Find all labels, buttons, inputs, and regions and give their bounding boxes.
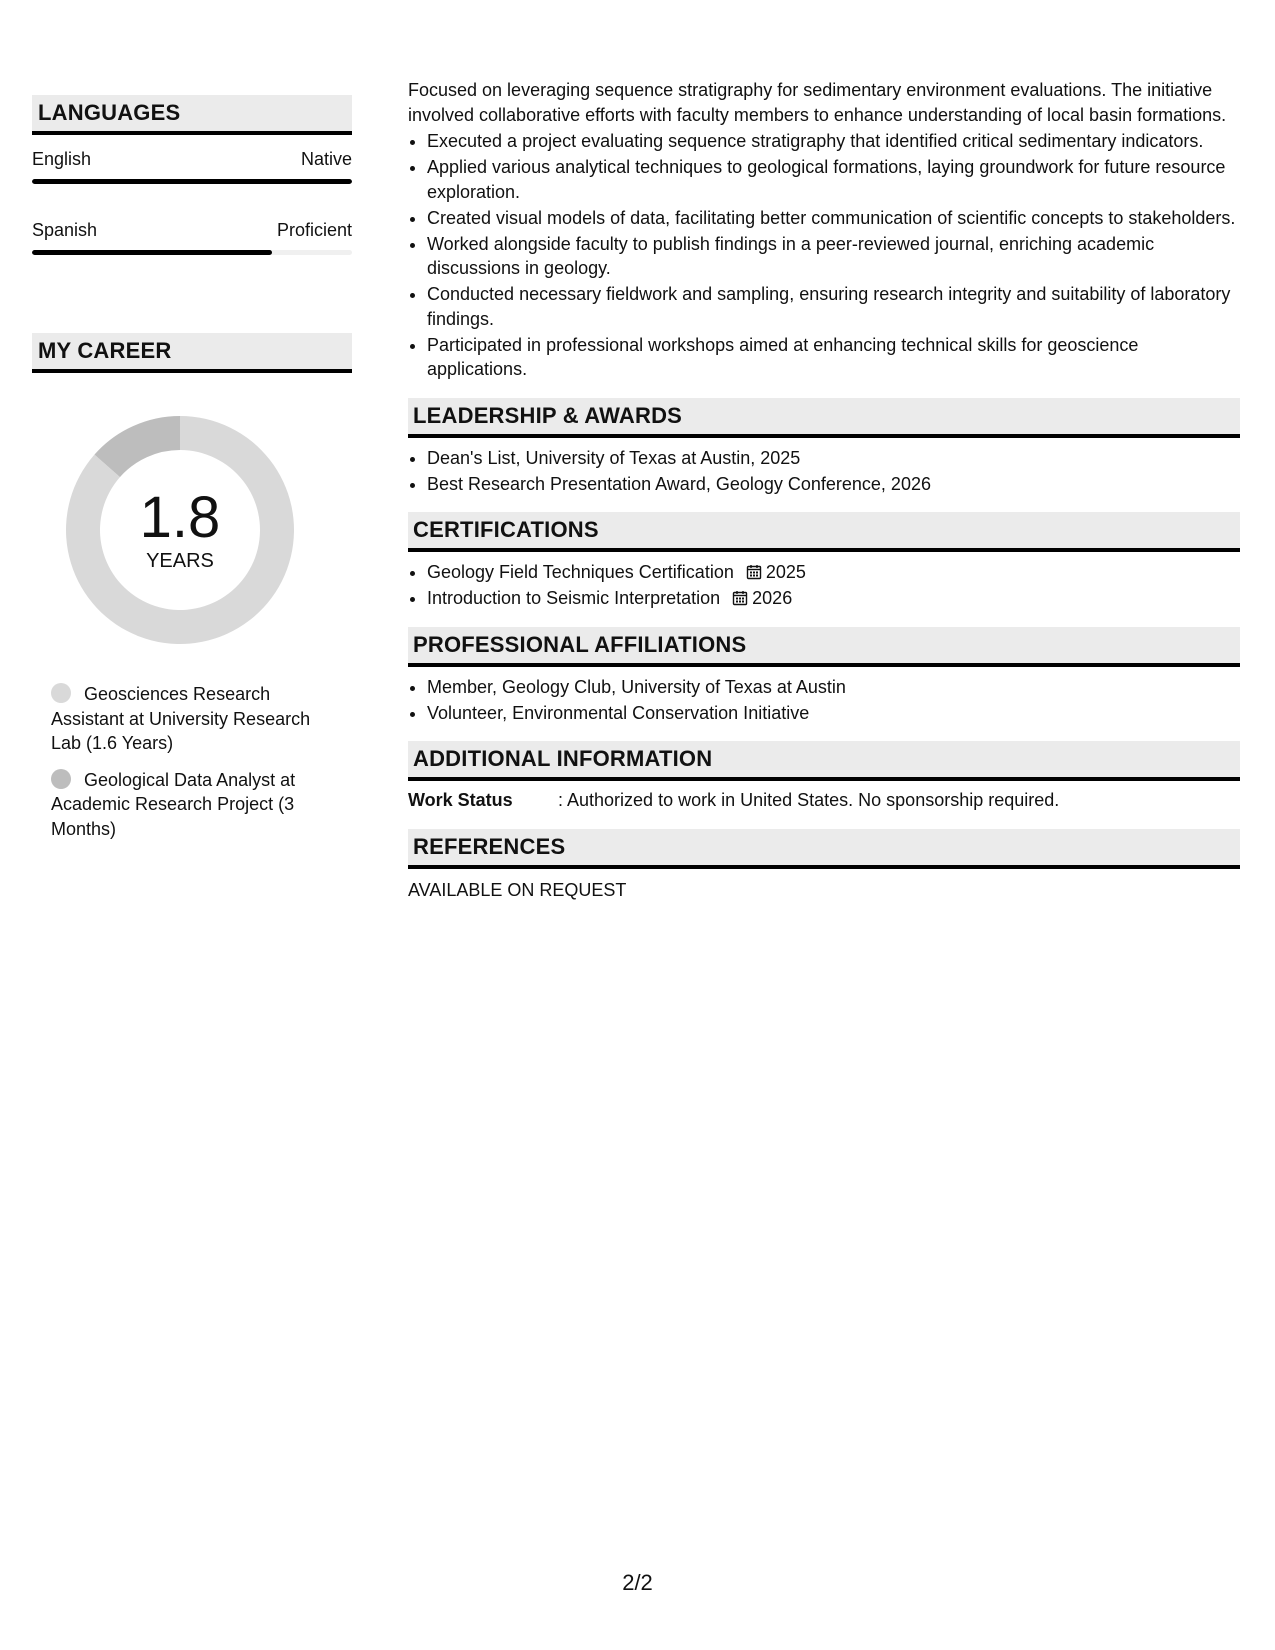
experience-bullet: • Created visual models of data, facilitating better communication of scientific concepts to stakeholders. — [427, 206, 1240, 231]
right-column — [408, 78, 1240, 902]
career-years-unit: YEARS — [146, 550, 214, 572]
language-proficiency-fill — [32, 179, 352, 184]
language-level: Proficient — [276, 220, 352, 240]
language-item — [32, 147, 352, 184]
experience-bullet: • Executed a project evaluating sequence stratigraphy that identified critical sedimentary indicators. — [427, 129, 1240, 154]
references-text: AVAILABLE ON REQUEST — [408, 879, 627, 900]
experience-bullets — [408, 129, 1240, 382]
career-heading: MY CAREER — [32, 333, 352, 373]
language-level: Native — [300, 149, 352, 169]
affiliations-heading: PROFESSIONAL AFFILIATIONS — [408, 627, 1240, 667]
experience-bullet: • Participated in professional workshops aimed at enhancing technical skills for geoscience applications. — [427, 333, 1240, 382]
certification-year: 2026 — [752, 588, 793, 608]
references-heading: REFERENCES — [408, 829, 1240, 869]
affiliation-item: • Member, Geology Club, University of Texas at Austin — [427, 675, 1240, 700]
certification-name: Geology Field Techniques Certification — [427, 562, 734, 582]
languages-heading: LANGUAGES — [32, 95, 352, 135]
certifications-heading: CERTIFICATIONS — [408, 512, 1240, 552]
leadership-section — [408, 398, 1240, 497]
award-item: • Best Research Presentation Award, Geology Conference, 2026 — [427, 472, 1240, 497]
calendar-icon — [732, 590, 748, 606]
legend-dot-icon — [51, 683, 71, 703]
career-donut-chart — [66, 416, 294, 644]
language-proficiency-bar — [32, 179, 352, 184]
additional-info-section — [408, 741, 1240, 813]
certification-year: 2025 — [765, 562, 806, 582]
language-name: Spanish — [32, 220, 98, 240]
affiliations-section — [408, 627, 1240, 726]
certification-item — [427, 586, 1240, 611]
leadership-heading: LEADERSHIP & AWARDS — [408, 398, 1240, 438]
experience-bullet: • Applied various analytical techniques to geological formations, laying groundwork for future resource exploration. — [427, 155, 1240, 204]
certification-item — [427, 560, 1240, 585]
career-legend — [51, 682, 331, 841]
experience-bullet: • Worked alongside faculty to publish findings in a peer-reviewed journal, enriching academic discussions in geology. — [427, 232, 1240, 281]
career-legend-label: Geosciences Research Assistant at University Research Lab (1.6 Years) — [51, 684, 311, 753]
page-number: 2/2 — [622, 1570, 653, 1595]
language-proficiency-bar — [32, 250, 352, 255]
career-legend-item — [51, 682, 331, 756]
language-proficiency-fill — [32, 250, 272, 255]
career-total-years: 1.8 — [139, 485, 221, 550]
additional-info-heading: ADDITIONAL INFORMATION — [408, 741, 1240, 781]
career-legend-label: Geological Data Analyst at Academic Research Project (3 Months) — [51, 769, 296, 839]
left-column — [32, 95, 352, 841]
work-status-value: : Authorized to work in United States. No sponsorship required. — [558, 790, 1060, 810]
experience-bullet: • Conducted necessary fieldwork and sampling, ensuring research integrity and suitability of laboratory findings. — [427, 282, 1240, 331]
legend-dot-icon — [51, 769, 71, 789]
experience-summary: Focused on leveraging sequence stratigraphy for sedimentary environment evaluations. The initiative involved collaborative efforts with faculty members to enhance understanding of local basin formations. — [408, 80, 1227, 125]
career-legend-item — [51, 768, 331, 842]
calendar-icon — [746, 564, 762, 580]
certifications-section — [408, 512, 1240, 611]
language-item — [32, 218, 352, 255]
references-section — [408, 829, 1240, 903]
award-item: • Dean's List, University of Texas at Austin, 2025 — [427, 446, 1240, 471]
certification-name: Introduction to Seismic Interpretation — [427, 588, 721, 608]
affiliation-item: • Volunteer, Environmental Conservation Initiative — [427, 701, 1240, 726]
work-status-label: Work Status — [408, 790, 513, 810]
language-name: English — [32, 149, 92, 169]
